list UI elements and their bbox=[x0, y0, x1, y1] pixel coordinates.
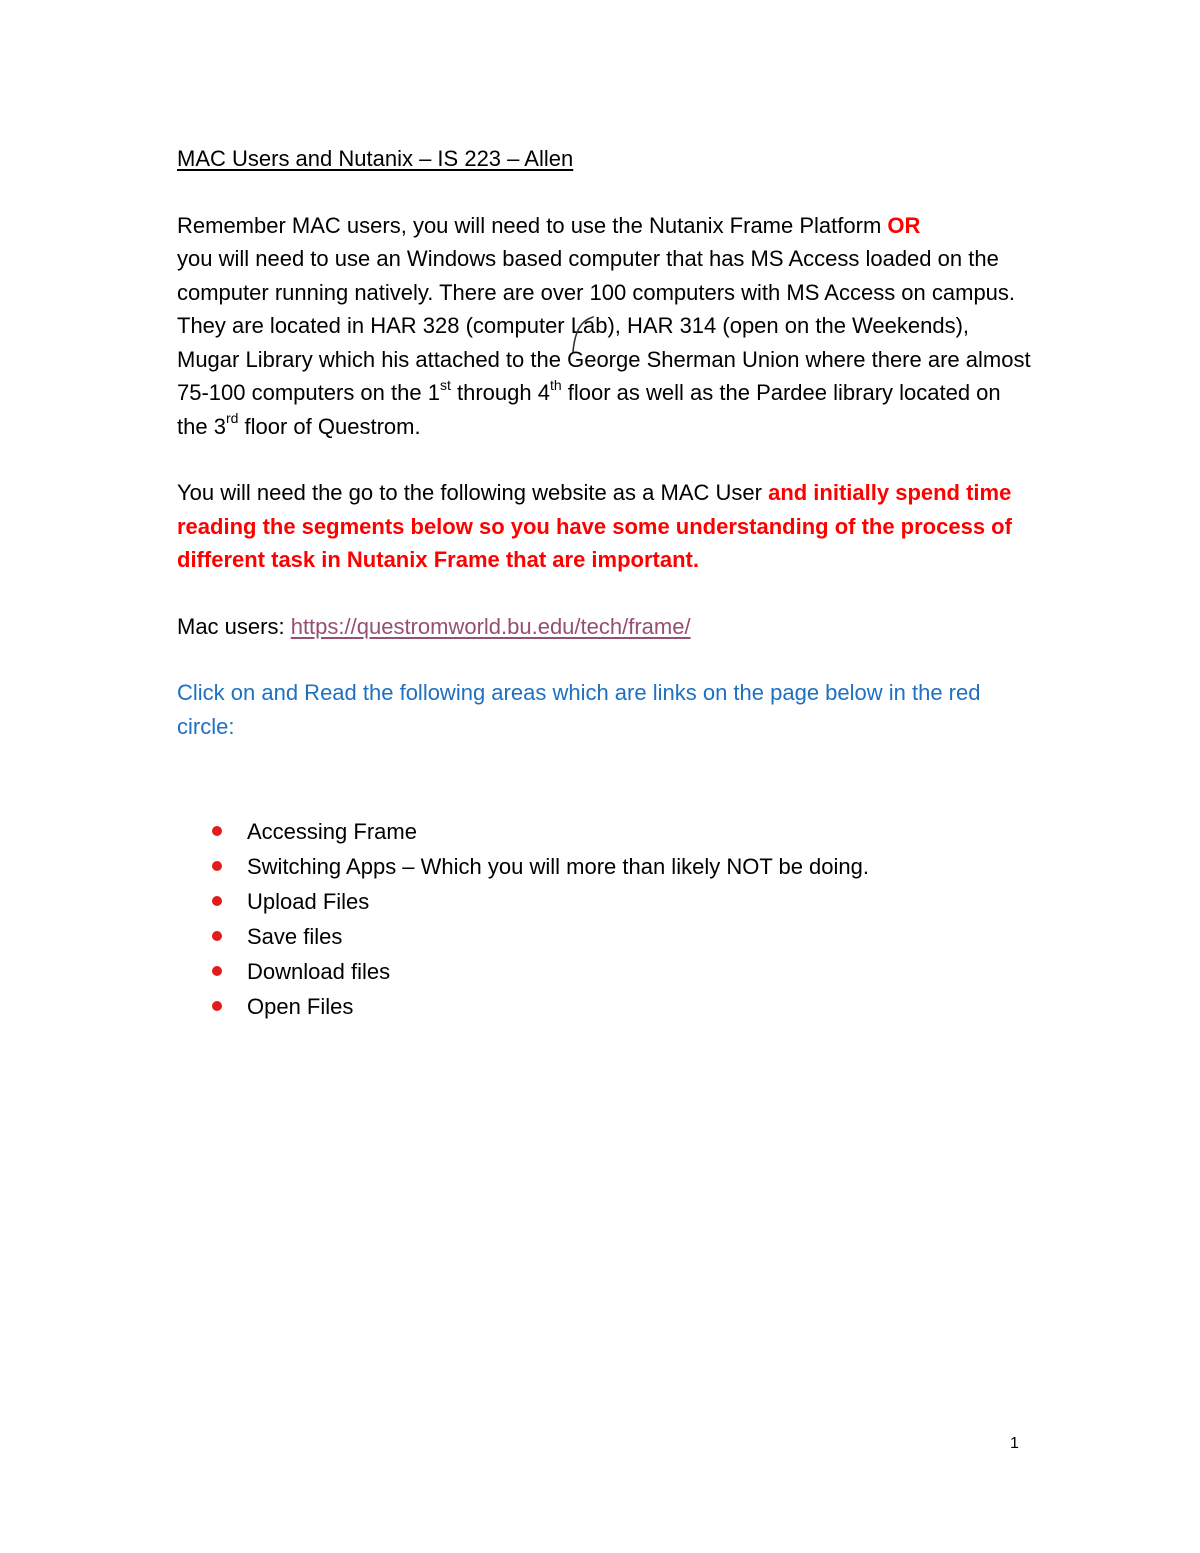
list-item-label: Upload Files bbox=[247, 889, 370, 914]
list-item bbox=[212, 954, 869, 989]
bullet-dot-icon bbox=[212, 826, 222, 836]
ordinal-first-number: 1 bbox=[427, 380, 440, 405]
ordinal-third-number: 3 bbox=[213, 413, 226, 439]
ordinal-first-suffix: st bbox=[439, 376, 451, 393]
paragraph-website-emphasis: and initially spend time reading the segments below so you have some understanding of the process of different task in Nutanix Frame that are important. bbox=[177, 480, 1012, 572]
ordinal-fourth-number: 4 bbox=[537, 380, 550, 405]
list-item bbox=[212, 884, 869, 919]
paragraph-website-normal: You will need the go to the following website as a MAC User bbox=[177, 480, 769, 505]
reading-list bbox=[212, 814, 869, 1024]
mac-users-label: Mac users: bbox=[177, 613, 291, 639]
bullet-dot-icon bbox=[212, 1001, 222, 1011]
list-item-label: Open Files bbox=[247, 994, 354, 1019]
mac-users-line bbox=[177, 610, 1037, 644]
bullet-dot-icon bbox=[212, 896, 222, 906]
instruction-text: Click on and Read the following areas which are links on the page below in the red circle: bbox=[177, 680, 981, 739]
paragraph-requirements-end: floor of Questrom. bbox=[238, 413, 421, 439]
list-item bbox=[212, 919, 869, 954]
ordinal-third-suffix: rd bbox=[225, 410, 239, 427]
list-item bbox=[212, 814, 869, 849]
list-item-label: Switching Apps – Which you will more than likely NOT be doing. bbox=[247, 854, 869, 879]
list-item-label: Save files bbox=[247, 924, 343, 949]
paragraph-requirements bbox=[177, 209, 1037, 444]
paragraph-requirements-pardee: floor as well as the Pardee library located on the bbox=[177, 380, 1001, 439]
paragraph-website bbox=[177, 476, 1037, 577]
paragraph-requirements-body: you will need to use an Windows based computer that has MS Access loaded on the computer running natively. There are over 100 computers with MS Access on campus. They are located in HAR 328 (computer Lab), HAR 314 (open on the Weekends), Mugar Library which his attached to the George Sherman Union where there are almost 75-100 computers on the bbox=[177, 246, 1031, 405]
bullet-dot-icon bbox=[212, 966, 222, 976]
list-item bbox=[212, 849, 869, 884]
bullet-dot-icon bbox=[212, 931, 222, 941]
document-title: MAC Users and Nutanix – IS 223 – Allen bbox=[177, 146, 574, 171]
list-item-label: Download files bbox=[247, 959, 391, 984]
page-number: 1 bbox=[1010, 1435, 1019, 1452]
list-item-label: Accessing Frame bbox=[247, 819, 417, 844]
bullet-dot-icon bbox=[212, 861, 222, 871]
or-emphasis: OR bbox=[887, 212, 921, 238]
paragraph-requirements-intro: Remember MAC users, you will need to use the Nutanix Frame Platform bbox=[177, 212, 888, 238]
list-item bbox=[212, 989, 869, 1024]
frame-website-link[interactable]: https://questromworld.bu.edu/tech/frame/ bbox=[290, 613, 691, 639]
through-text: through bbox=[450, 380, 538, 405]
document-body bbox=[177, 142, 1037, 743]
ordinal-fourth-suffix: th bbox=[549, 376, 562, 393]
